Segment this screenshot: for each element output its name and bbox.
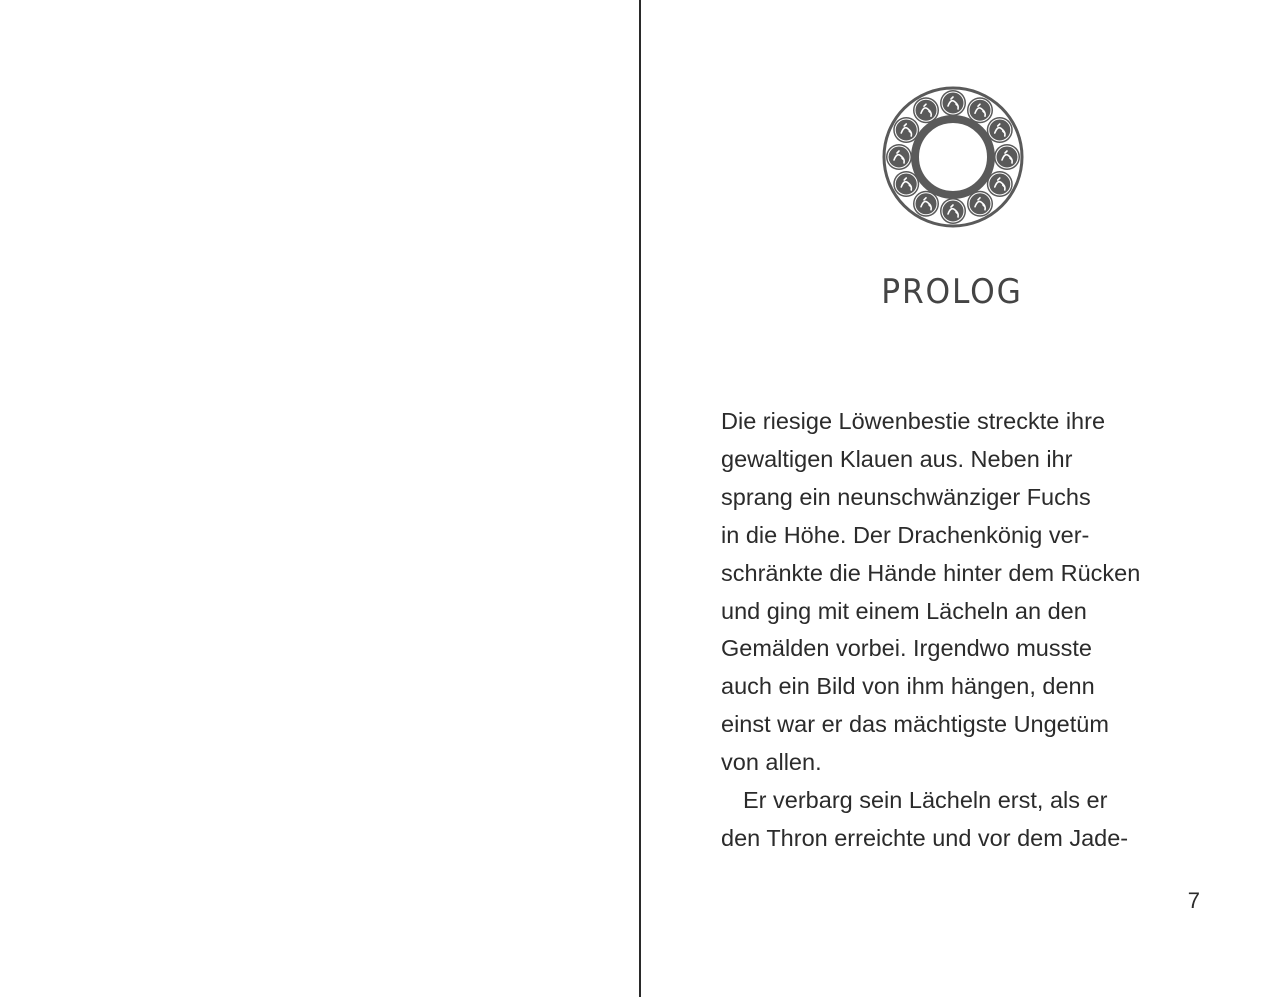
text-line: und ging mit einem Lächeln an den xyxy=(721,597,1087,624)
text-line: einst war er das mächtigste Ungetüm xyxy=(721,711,1109,738)
zodiac-medallion-icon xyxy=(893,171,919,197)
zodiac-medallion-icon xyxy=(886,144,912,170)
page-number: 7 xyxy=(1187,888,1200,913)
text-line: gewaltigen Klauen aus. Neben ihr xyxy=(721,445,1073,472)
text-line: in die Höhe. Der Drachenkönig ver- xyxy=(721,521,1090,548)
text-line: auch ein Bild von ihm hängen, denn xyxy=(721,673,1095,700)
text-line: von allen. xyxy=(721,749,822,776)
zodiac-medallion-icon xyxy=(913,191,939,217)
zodiac-medallion-icon xyxy=(940,90,966,116)
chapter-title: PROLOG xyxy=(881,272,1023,312)
zodiac-ring-icon xyxy=(881,85,1025,229)
zodiac-medallion-icon xyxy=(913,97,939,123)
zodiac-medallion-icon xyxy=(987,171,1013,197)
body-text xyxy=(721,403,1201,858)
text-line: Er verbarg sein Lächeln erst, als er xyxy=(743,787,1108,814)
zodiac-medallion-icon xyxy=(994,144,1020,170)
zodiac-medallion-icon xyxy=(893,117,919,143)
text-line: Gemälden vorbei. Irgendwo musste xyxy=(721,635,1092,662)
text-line: schränkte die Hände hinter dem Rücken xyxy=(721,559,1141,586)
text-line: den Thron erreichte und vor dem Jade- xyxy=(721,824,1129,851)
zodiac-medallion-icon xyxy=(987,117,1013,143)
right-page xyxy=(641,0,1278,997)
text-line: sprang ein neunschwänziger Fuchs xyxy=(721,483,1091,510)
zodiac-medallion-icon xyxy=(967,191,993,217)
text-line: Die riesige Löwenbestie streckte ihre xyxy=(721,408,1106,434)
zodiac-medallion-icon xyxy=(967,97,993,123)
zodiac-medallion-icon xyxy=(940,198,966,224)
